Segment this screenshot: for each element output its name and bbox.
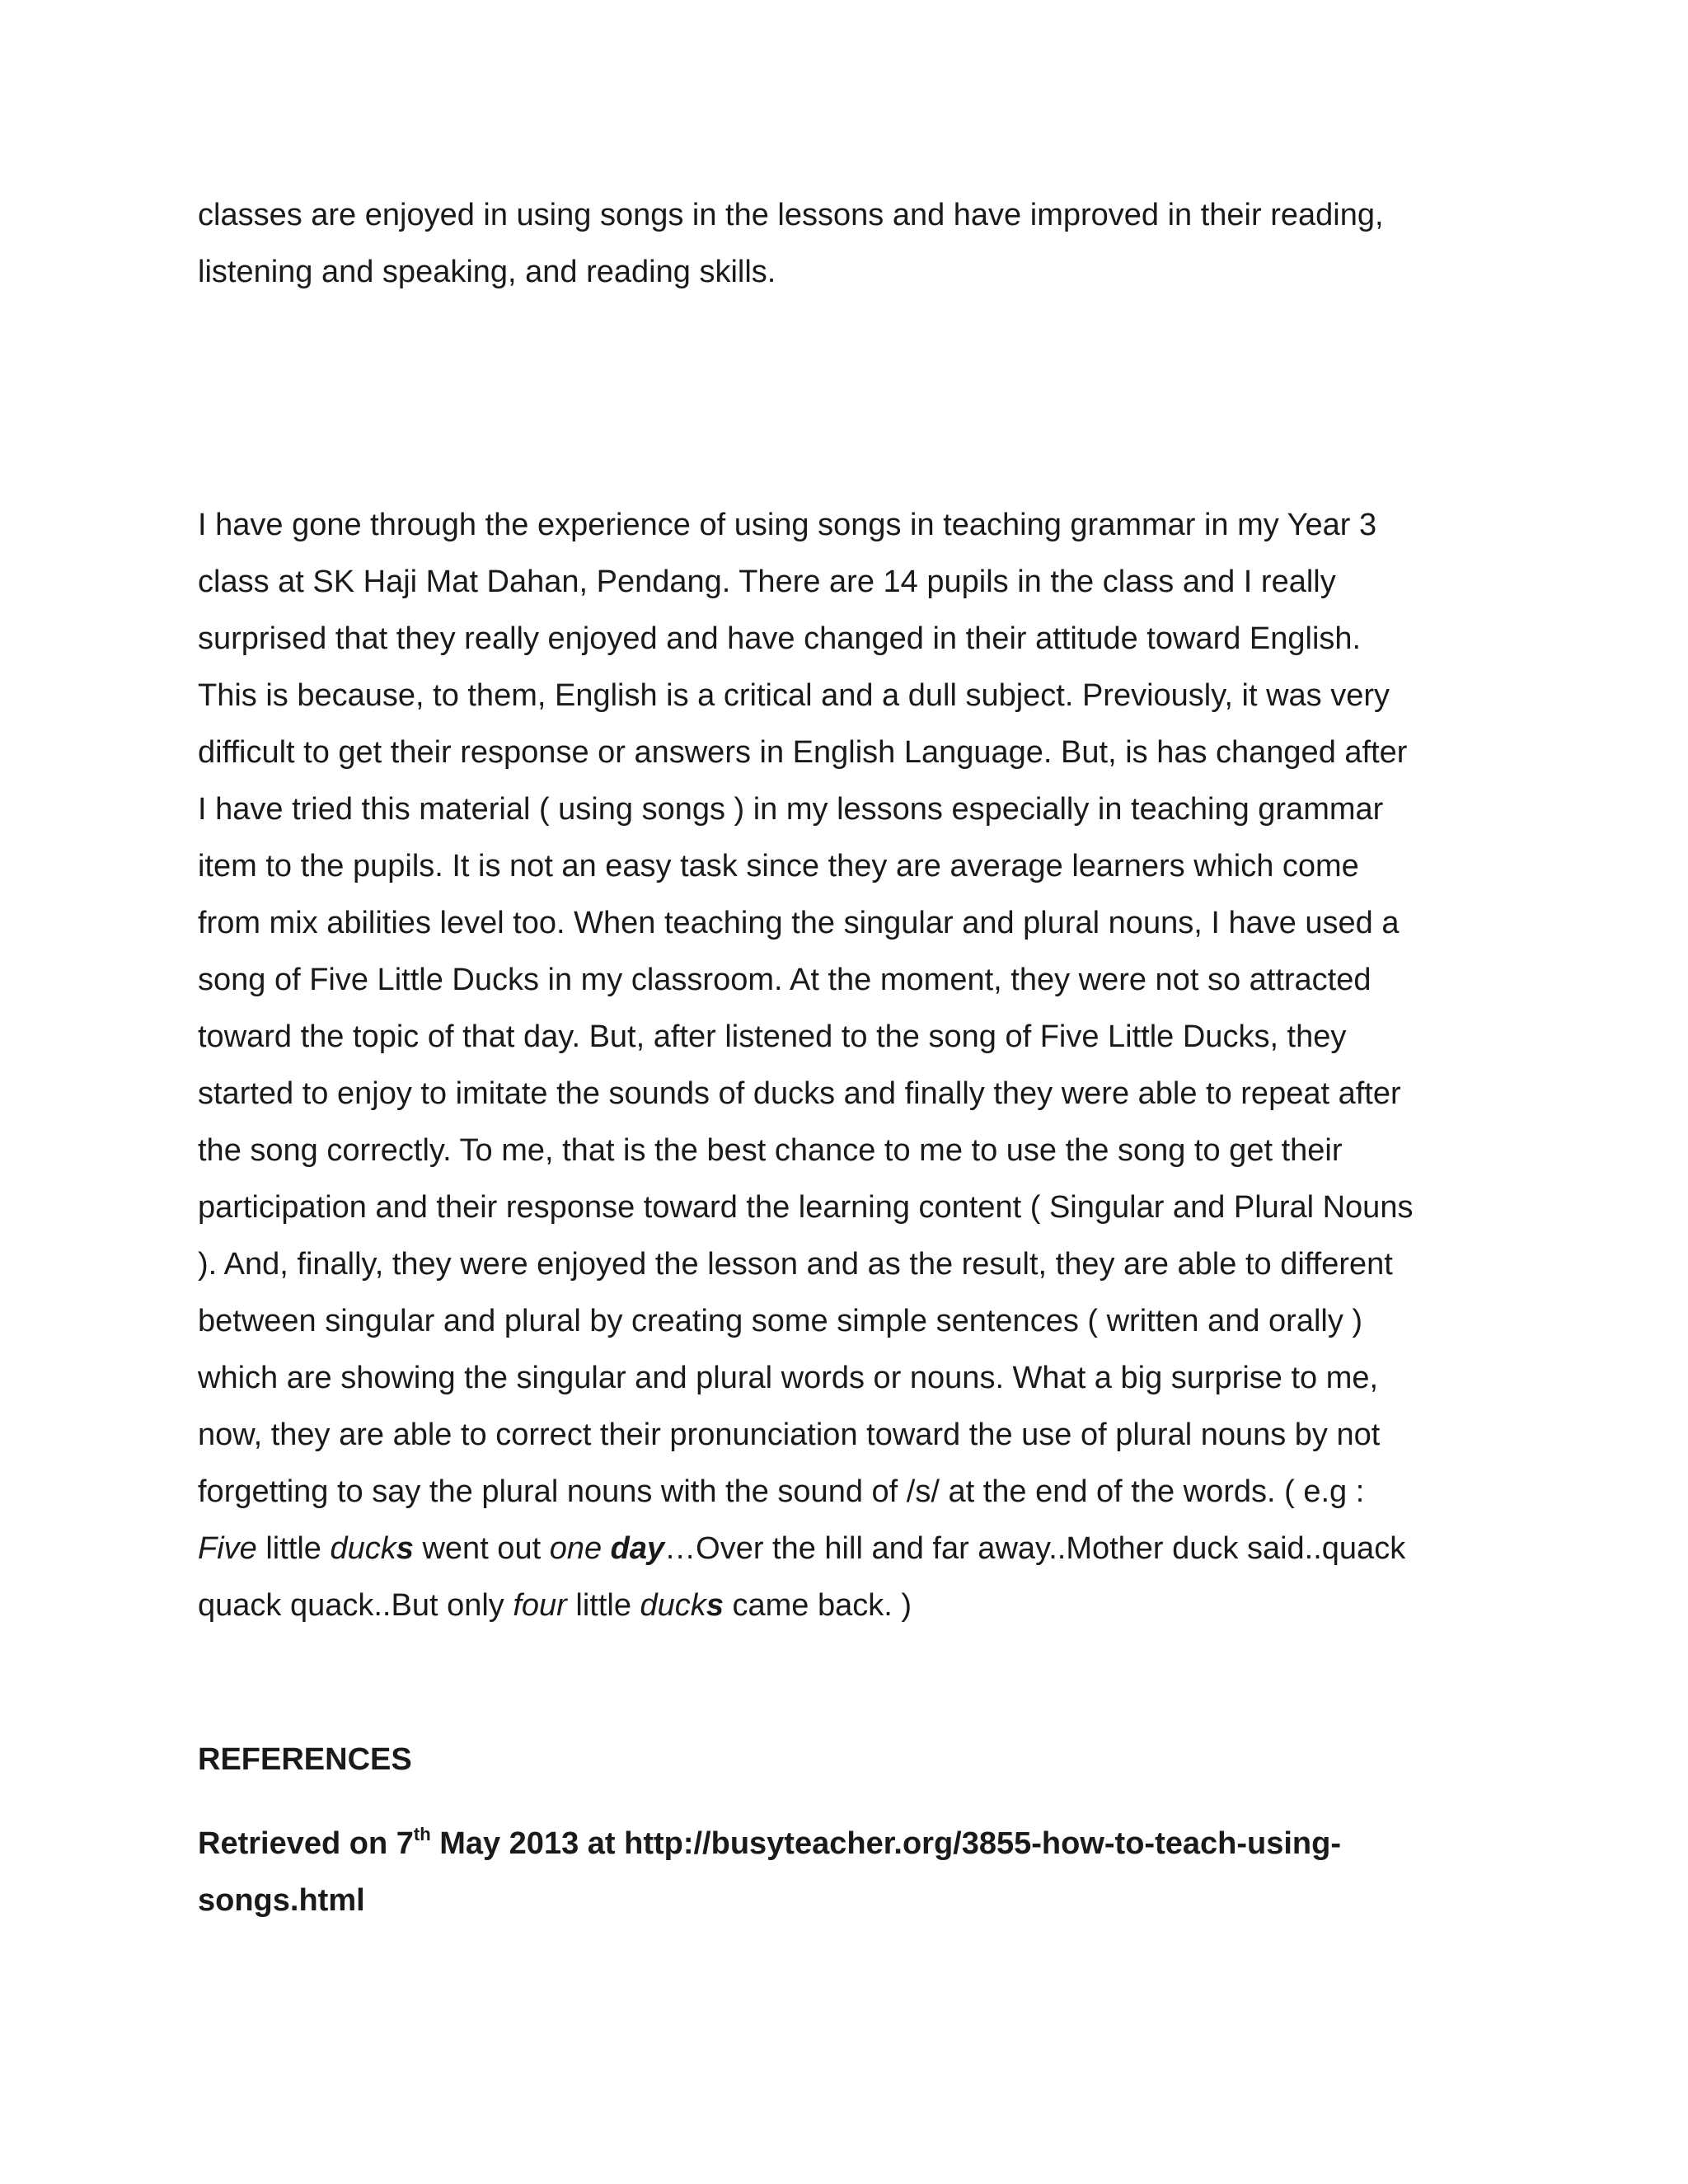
- example-text: little: [566, 1588, 640, 1623]
- example-word-five: Five: [198, 1531, 257, 1566]
- intro-line: classes are enjoyed in using songs in the lessons and have improved in their reading,: [198, 198, 1384, 232]
- references-heading: REFERENCES: [198, 1742, 412, 1777]
- paragraph-line: between singular and plural by creating some simple sentences ( written and orally ): [198, 1304, 1363, 1338]
- intro-line: listening and speaking, and reading skills.: [198, 255, 776, 289]
- paragraph-line: toward the topic of that day. But, after listened to the song of Five Little Ducks, they: [198, 1019, 1347, 1054]
- example-plural-s: s: [706, 1588, 724, 1623]
- paragraph-line: item to the pupils. It is not an easy task since they are average learners which come: [198, 849, 1359, 883]
- paragraph-line: started to enjoy to imitate the sounds of ducks and finally they were able to repeat after: [198, 1076, 1401, 1111]
- song-example-line: [198, 1586, 912, 1624]
- paragraph-line: the song correctly. To me, that is the best chance to me to use the song to get their: [198, 1133, 1343, 1168]
- reference-text: May 2013 at http://busyteacher.org/3855-how-to-teach-using-: [430, 1826, 1341, 1861]
- paragraph-line: from mix abilities level too. When teaching the singular and plural nouns, I have used a: [198, 906, 1400, 940]
- example-text: little: [256, 1531, 331, 1566]
- paragraph-line: forgetting to say the plural nouns with the sound of /s/ at the end of the words. ( e.g :: [198, 1474, 1365, 1509]
- paragraph-line: I have gone through the experience of using songs in teaching grammar in my Year 3: [198, 508, 1377, 542]
- reference-superscript: th: [413, 1824, 431, 1844]
- example-text: …Over the hill and far away..Mother duck said..quack: [664, 1531, 1406, 1566]
- paragraph-line: surprised that they really enjoyed and have changed in their attitude toward English.: [198, 621, 1362, 656]
- example-plural-s: s: [396, 1531, 414, 1566]
- example-word-duck: duck: [640, 1588, 706, 1623]
- paragraph-line: song of Five Little Ducks in my classroom. At the moment, they were not so attracted: [198, 963, 1372, 997]
- paragraph-line: which are showing the singular and plural words or nouns. What a big surprise to me,: [198, 1361, 1379, 1395]
- example-text: went out: [413, 1531, 550, 1566]
- paragraph-line: now, they are able to correct their pronunciation toward the use of plural nouns by not: [198, 1418, 1381, 1452]
- paragraph-line: class at SK Haji Mat Dahan, Pendang. There are 14 pupils in the class and I really: [198, 565, 1336, 599]
- reference-entry: [198, 1825, 1341, 1863]
- paragraph-line: This is because, to them, English is a critical and a dull subject. Previously, it was very: [198, 678, 1390, 713]
- paragraph-line: participation and their response toward the learning content ( Singular and Plural Nouns: [198, 1190, 1414, 1225]
- reference-entry-continued: songs.html: [198, 1883, 365, 1918]
- example-word-duck: duck: [330, 1531, 396, 1566]
- example-text: quack quack..But only: [198, 1588, 513, 1623]
- example-text: [602, 1531, 611, 1566]
- example-word-day: day: [610, 1531, 665, 1566]
- paragraph-line: difficult to get their response or answers in English Language. But, is has changed after: [198, 735, 1408, 770]
- example-word-four: four: [513, 1588, 567, 1623]
- paragraph-line: I have tried this material ( using songs ) in my lessons especially in teaching grammar: [198, 792, 1384, 827]
- paragraph-line: ). And, finally, they were enjoyed the lesson and as the result, they are able to different: [198, 1247, 1393, 1282]
- song-example-line: [198, 1530, 1405, 1568]
- example-text: came back. ): [723, 1588, 912, 1623]
- reference-text: Retrieved on 7: [198, 1826, 414, 1861]
- example-word-one: one: [549, 1531, 603, 1566]
